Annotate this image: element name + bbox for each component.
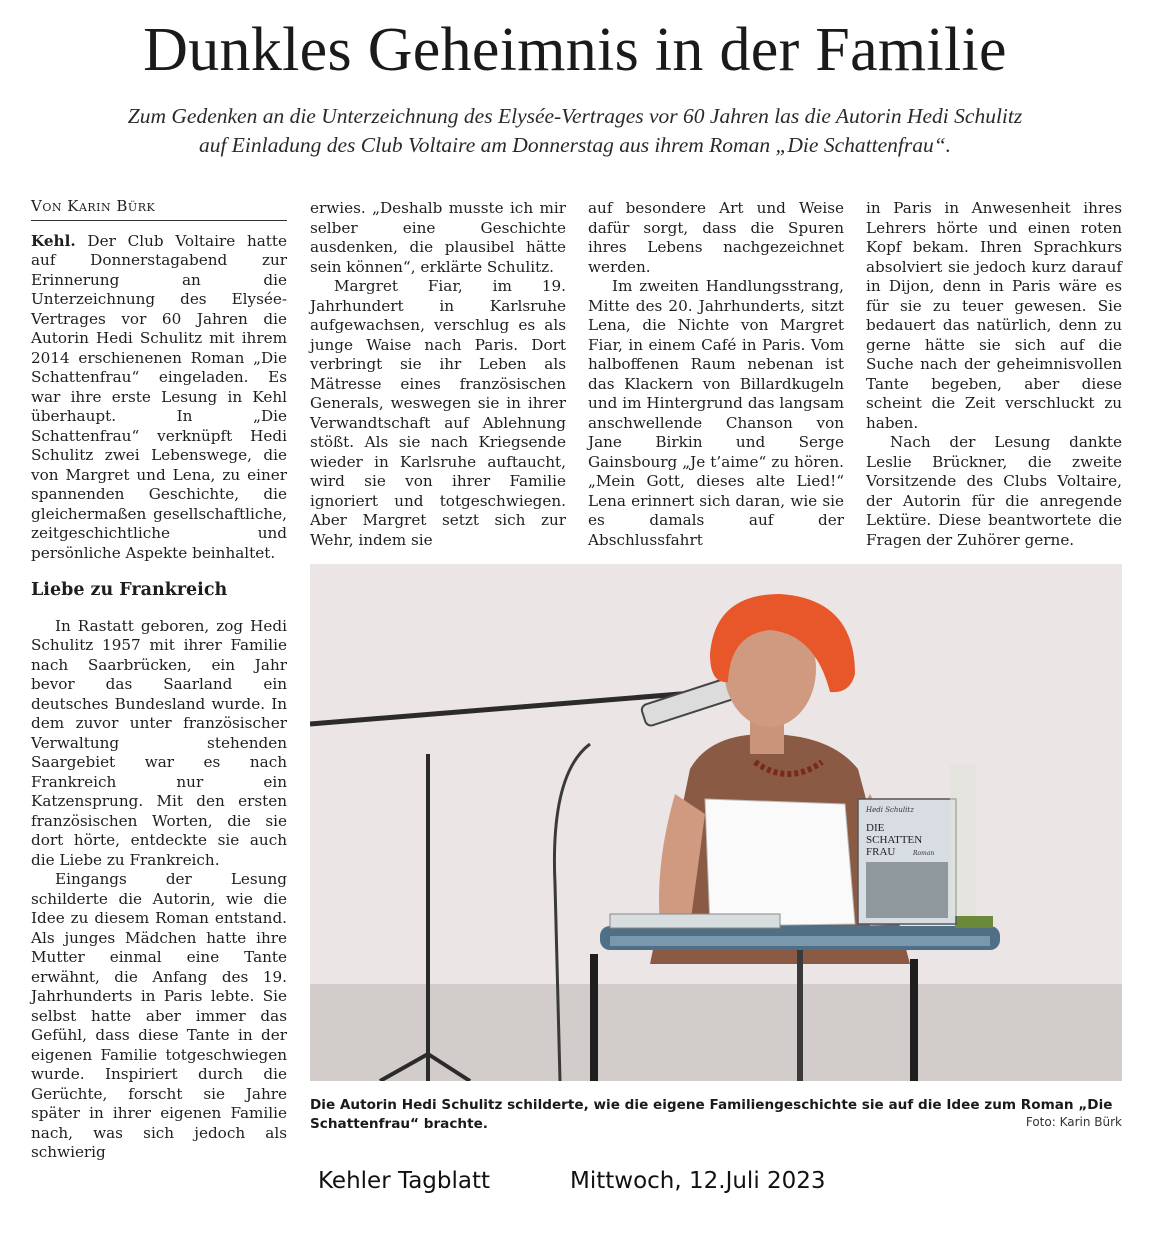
paragraph: Margret Fiar, im 19. Jahrhundert in Karlsruhe aufgewachsen, verschlug es als junge Waise nach Paris. Dort verbringt sie ihr Leben als Mätresse eines französischen Generals, weswegen sie in ihrer Verwandtschaft auf Ablehnung stößt. Als sie nach Kriegsende wieder in Karlsruhe auftaucht, wird sie von ihrer Familie ignoriert und totgeschwiegen. Aber Margret setzt sich zur Wehr, indem sie bbox=[310, 277, 566, 549]
chair-leg bbox=[590, 954, 598, 1081]
photo-floor bbox=[310, 984, 1122, 1081]
book-title-line: SCHATTEN bbox=[866, 834, 923, 846]
book-title-line: FRAU bbox=[866, 846, 896, 858]
book-cover-image bbox=[866, 862, 948, 918]
photo-credit: Foto: Karin Bürk bbox=[1025, 1115, 1122, 1129]
book-author: Hedi Schulitz bbox=[866, 806, 914, 814]
paragraph: Eingangs der Lesung schilderte die Autorin, wie die Idee zu diesem Roman entstand. Als junges Mädchen hatte ihre Mutter einmal eine Tante erwähnt, die Anfang des 19. Jahrhunderts in Paris lebte. Sie selbst hatte aber immer das Gefühl, dass diese Tante in der eigenen Familie totgeschwiegen wurde. Inspiriert durch die Gerüchte, forscht sie Jahre später in ihrer eigenen Familie nach, was sich jedoch als schwierig bbox=[31, 870, 287, 1161]
lead-paragraph bbox=[31, 232, 287, 564]
book-title-line: DIE bbox=[866, 822, 885, 834]
article-column-3 bbox=[588, 199, 844, 550]
dateline: Kehl. bbox=[31, 231, 76, 250]
paragraph: Im zweiten Handlungsstrang, Mitte des 20. Jahrhunderts, sitzt Lena, die Nichte von Margret Fiar, in einem Café in Paris. Vom halboffenen Raum nebenan ist das Klackern von Billardkugeln und im Hintergrund das langsam anschwellende Chanson von Jane Birkin und Serge Gainsbourg „Je t’aime“ zu hören. „Mein Gott, dieses alte Lied!“ Lena erinnert sich daran, wie sie es damals auf der Abschlussfahrt bbox=[588, 277, 844, 549]
subheadline bbox=[30, 102, 1120, 160]
byline: Von Karin Bürk bbox=[31, 197, 287, 221]
book-back bbox=[950, 764, 976, 916]
chair-leg bbox=[910, 959, 918, 1081]
book-genre: Roman bbox=[913, 850, 935, 857]
subheadline-line-2: auf Einladung des Club Voltaire am Donnerstag aus ihrem Roman „Die Schattenfrau“. bbox=[198, 133, 952, 157]
section-heading: Liebe zu Frankreich bbox=[31, 580, 228, 600]
article-column-4 bbox=[866, 199, 1122, 550]
article-column-2 bbox=[310, 199, 566, 550]
publication-date: Mittwoch, 12.Juli 2023 bbox=[570, 1168, 826, 1194]
table-edge bbox=[610, 936, 990, 946]
paragraph: in Paris in Anwesenheit ihres Lehrers hörte und einen roten Kopf bekam. Ihren Sprachkurs absolviert sie jedoch kurz darauf in Dijon, denn in Paris wäre es für sie zu teuer gewesen. Sie bedauert das natürlich, denn zu gerne hätte sie sich auf die Suche nach der geheimnisvollen Tante begeben, aber diese scheint die Zeit verschluckt zu haben. bbox=[866, 199, 1122, 432]
book-stack bbox=[610, 914, 780, 928]
newspaper-name: Kehler Tagblatt bbox=[318, 1168, 491, 1194]
paper-sheets bbox=[705, 799, 855, 926]
lead-text: Der Club Voltaire hatte auf Donnerstagabend zur Erinnerung an die Unterzeichnung des Elysée-Vertrages vor 60 Jahren die Autorin Hedi Schulitz mit ihrem 2014 erschienenen Roman „Die Schattenfrau“ eingeladen. Es war ihre erste Lesung in Kehl überhaupt. In „Die Schattenfrau“ verknüpft Hedi Schulitz zwei Lebenswege, die von Margret und Lena, zu einer spannenden Geschichte, die gleichermaßen gesellschaftliche, zeitgeschichtliche und persönliche Aspekte beinhaltet. bbox=[31, 231, 287, 562]
paragraph: In Rastatt geboren, zog Hedi Schulitz 1957 mit ihrer Familie nach Saarbrücken, ein Jahr bevor das Saarland ein deutsches Bundesland wurde. In dem zuvor unter französischer Verwaltung stehenden Saargebiet war es nach Frankreich nur ein Katzensprung. Mit den ersten französischen Worten, die sie dort hörte, entdeckte sie auch die Liebe zu Frankreich. bbox=[31, 616, 287, 869]
subheadline-line-1: Zum Gedenken an die Unterzeichnung des Elysée-Vertrages vor 60 Jahren las die Autorin Hedi Schulitz bbox=[127, 104, 1023, 128]
paragraph: erwies. „Deshalb musste ich mir selber eine Geschichte ausdenken, die plausibel hätte sein können“, erklärte Schulitz. bbox=[310, 199, 566, 276]
photo-illustration bbox=[310, 564, 1122, 1081]
article-column-1 bbox=[31, 197, 287, 1163]
paragraph: Nach der Lesung dankte Leslie Brückner, die zweite Vorsitzende des Clubs Voltaire, der Autorin für die anregende Lektüre. Diese beantwortete die Fragen der Zuhörer gerne. bbox=[866, 433, 1122, 549]
paragraph: auf besondere Art und Weise dafür sorgt, dass die Spuren ihres Lebens nachgezeichnet werden. bbox=[588, 199, 844, 276]
photo-caption: Die Autorin Hedi Schulitz schilderte, wie die eigene Familiengeschichte sie auf die Idee zum Roman „Die Schattenfrau“ brachte. bbox=[310, 1097, 1113, 1132]
article-photo bbox=[310, 564, 1122, 1081]
headline: Dunkles Geheimnis in der Familie bbox=[143, 16, 1007, 84]
book-stack bbox=[955, 916, 993, 928]
